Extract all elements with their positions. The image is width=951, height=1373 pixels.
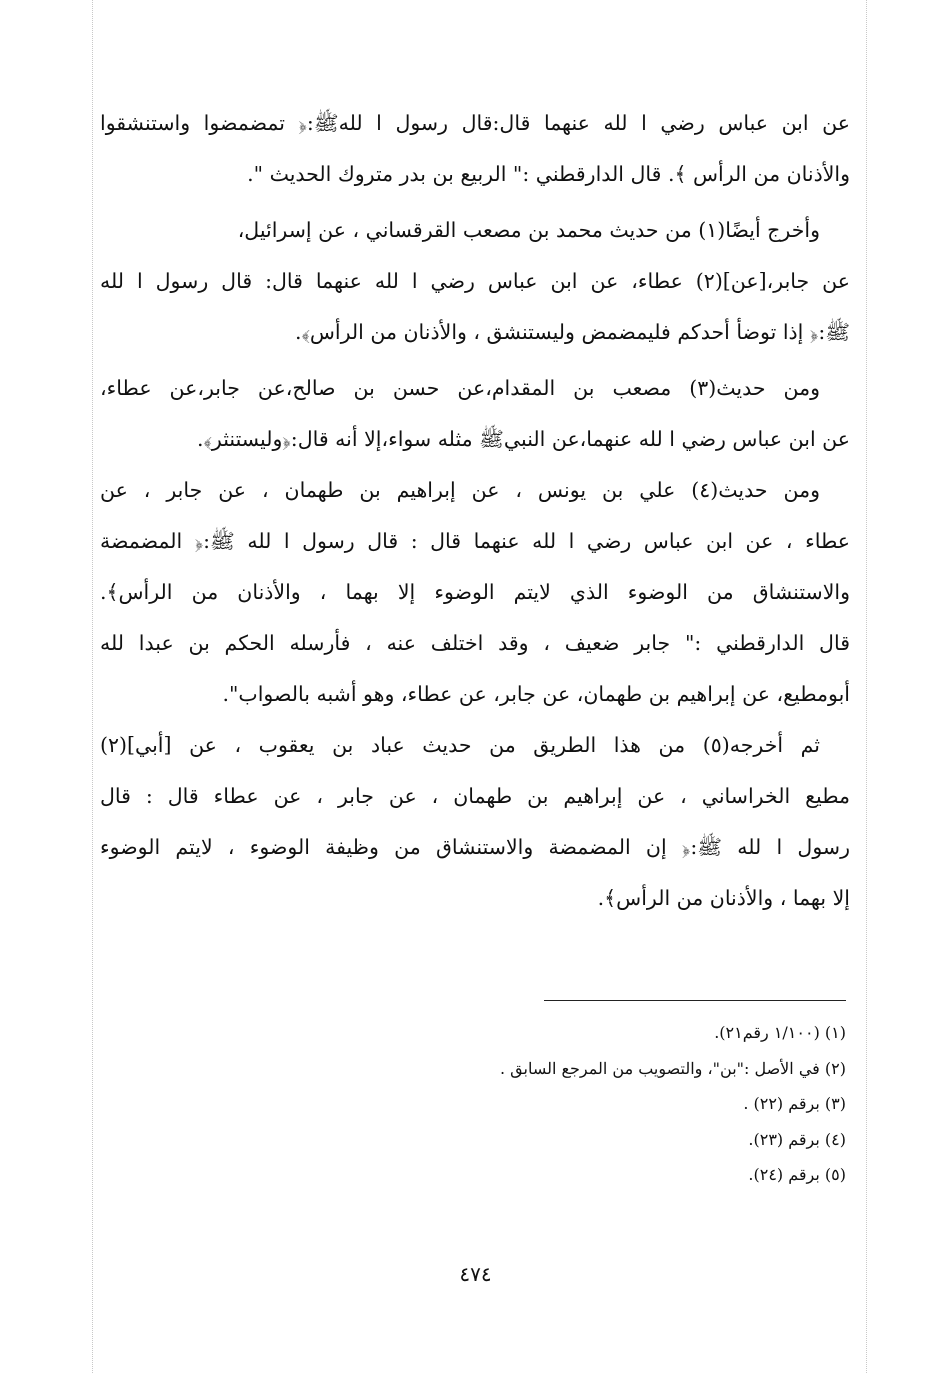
footnote: (٢) في الأصل :"بن"، والتصويب من المرجع السابق .	[499, 1058, 846, 1078]
footnote: (٥) برقم (٢٤).	[748, 1165, 846, 1184]
text-line: والاستنشاق من الوضوء الذي لايتم الوضوء إلا بهما ، والأذنان من الرأس﴾.	[100, 580, 850, 604]
text-line: ﷺ:﴿ إذا توضأ أحدكم فليمضمض وليستنشق ، والأذنان من الرأس﴾.	[294, 320, 850, 344]
text-line: عن ابن عباس رضي ا لله عنهما،عن النبيﷺ مثله سواء،إلا أنه قال:﴿وليستنثر﴾.	[196, 427, 850, 451]
footnote: (٣) برقم (٢٢) .	[743, 1094, 846, 1113]
text-line: عطاء ، عن ابن عباس رضي ا لله عنهما قال : قال رسول ا لله ﷺ:﴿ المضمضة	[100, 529, 850, 553]
text-line: ومن حديث(٤) علي بن يونس ، عن إبراهيم بن طهمان ، عن جابر ، عن	[100, 478, 820, 502]
text-line: والأذنان من الرأس ﴾. قال الدارقطني :" الربيع بن بدر متروك الحديث ".	[247, 162, 850, 186]
text-line: مطيع الخراساني ، عن إبراهيم بن طهمان ، عن جابر ، عن عطاء قال : قال	[100, 784, 850, 808]
text-line: رسول ا لله ﷺ:﴿ إن المضمضة والاستنشاق من وظيفة الوضوء ، لايتم الوضوء	[100, 835, 850, 859]
text-line: وأخرج أيضًا(١) من حديث محمد بن مصعب القرقساني ، عن إسرائيل،	[237, 218, 820, 242]
page-number: ٤٧٤	[459, 1262, 492, 1286]
text-line: قال الدارقطني :" جابر ضعيف ، وقد اختلف عنه ، فأرسله الحكم بن عبدا لله	[100, 631, 850, 655]
text-line: عن جابر،[عن](٢) عطاء، عن ابن عباس رضي ا لله عنهما قال: قال رسول ا لله	[100, 269, 850, 293]
text-line: أبومطيع، عن إبراهيم بن طهمان، عن جابر، عن عطاء، وهو أشبه بالصواب".	[222, 682, 850, 706]
main-text-body	[100, 98, 850, 924]
scan-edge-left	[92, 0, 93, 1373]
text-line: ومن حديث(٣) مصعب بن المقدام،عن حسن بن صالح،عن جابر،عن عطاء،	[100, 376, 820, 400]
text-line: عن ابن عباس رضي ا لله عنهما قال:قال رسول ا للهﷺ:﴿ تمضمضوا واستنشقوا	[100, 111, 850, 135]
footnote: (١) (١/١٠٠ رقم٢١).	[714, 1023, 846, 1042]
text-line: ثم أخرجه(٥) من هذا الطريق من حديث عباد بن يعقوب ، عن [أبي](٢)	[100, 733, 820, 757]
footnote: (٤) برقم (٢٣).	[748, 1129, 846, 1149]
text-line: إلا بهما ، والأذنان من الرأس﴾.	[597, 886, 850, 910]
footnote-separator	[544, 1000, 846, 1001]
scan-edge-right	[866, 0, 867, 1373]
footnotes	[400, 1015, 846, 1193]
